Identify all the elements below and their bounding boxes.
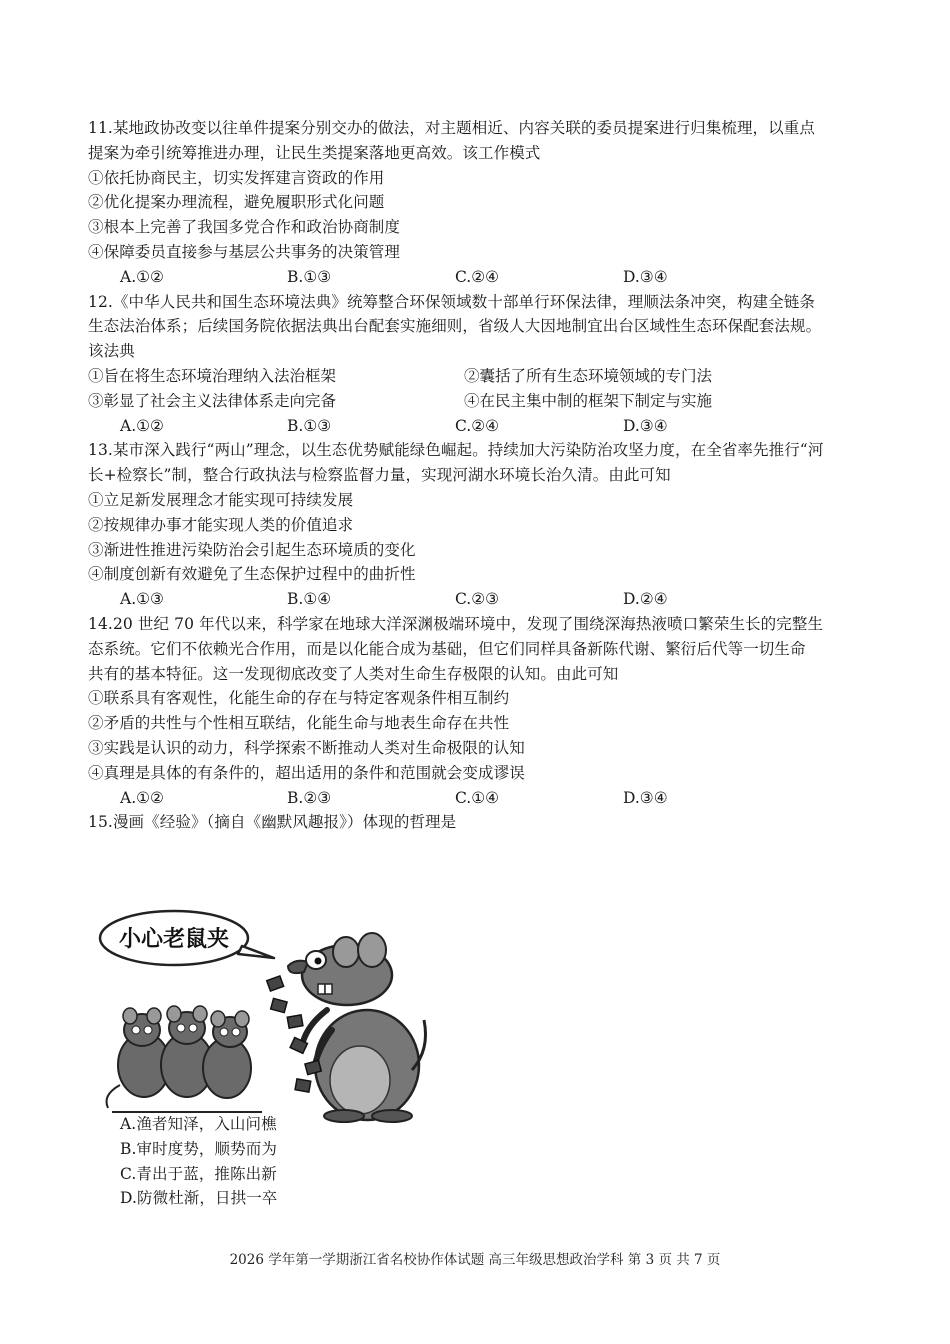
q14-option-2: ②矛盾的共性与个性相互联结，化能生命与地表生命存在共性 xyxy=(88,714,510,733)
q13-option-3: ③渐进性推进污染防治会引起生态环境质的变化 xyxy=(88,540,416,559)
q12-choice-b: B.①③ xyxy=(287,416,332,435)
q13-stem-line1: 13.某市深入践行“两山”理念，以生态优势赋能绿色崛起。持续加大污染防治攻坚力度，在全省率先推行“河 xyxy=(88,441,824,460)
q13-choice-d: D.②④ xyxy=(623,590,668,609)
q12-options-row2 xyxy=(88,389,870,414)
q15-choices xyxy=(120,1112,277,1211)
q12-stem-line1: 12.《中华人民共和国生态环境法典》统筹整合环保领域数十部单行环保法律，理顺法条冲突，构建全链条 xyxy=(88,292,815,311)
q12-option-1: ①旨在将生态环境治理纳入法治框架 xyxy=(88,366,337,385)
small-rat-3 xyxy=(203,1011,251,1098)
q14-option-1: ①联系具有客观性，化能生命的存在与特定客观条件相互制约 xyxy=(88,689,510,708)
q11-choice-d: D.③④ xyxy=(623,267,668,286)
q14-choice-d: D.③④ xyxy=(623,788,668,807)
q13-choices xyxy=(88,587,870,612)
q14-stem-line1: 14.20 世纪 70 年代以来，科学家在地球大洋深渊极端环境中，发现了围绕深海热液喷口繁荣生长的完整生 xyxy=(88,614,824,633)
q12-choice-c: C.②④ xyxy=(455,416,500,435)
q12-stem-line3: 该法典 xyxy=(88,342,135,361)
q11-choice-a: A.①② xyxy=(120,267,164,286)
q12-option-3: ③彰显了社会主义法律体系走向完备 xyxy=(88,391,337,410)
small-rat-2 xyxy=(161,1006,213,1097)
q12-choice-d: D.③④ xyxy=(623,416,668,435)
q13-stem-line2: 长+检察长”制，整合行政执法与检察监督力量，实现河湖水环境长治久清。由此可知 xyxy=(88,466,671,485)
q13-choice-b: B.①④ xyxy=(287,590,332,609)
small-rat-1 xyxy=(107,1008,171,1108)
q14-option-3: ③实践是认识的动力，科学探索不断推动人类对生命极限的认知 xyxy=(88,738,525,757)
q15-choice-c: C.青出于蓝，推陈出新 xyxy=(120,1164,277,1183)
cartoon-rats-illustration xyxy=(92,880,432,1125)
q12-stem-line2: 生态法治体系；后续国务院依据法典出台配套实施细则，省级人大因地制宜出台区域性生态环保配套法规。 xyxy=(88,317,822,336)
q11-choice-c: C.②④ xyxy=(455,267,500,286)
q14-choice-b: B.②③ xyxy=(287,788,332,807)
speech-bubble-text: 小心老鼠夹 xyxy=(118,927,230,952)
page-footer: 2026 学年第一学期浙江省名校协作体试题 高三年级思想政治学科 第 3 页 共 7 页 xyxy=(229,1252,721,1268)
q13-choice-a: A.①③ xyxy=(120,590,164,609)
q13-option-4: ④制度创新有效避免了生态保护过程中的曲折性 xyxy=(88,565,416,584)
q12-option-2: ②囊括了所有生态环境领域的专门法 xyxy=(464,366,713,385)
q11-option-1: ①依托协商民主，切实发挥建言资政的作用 xyxy=(88,168,385,187)
q14-choices xyxy=(88,786,870,811)
q15-choice-a: A.渔者知泽，入山问樵 xyxy=(120,1115,277,1133)
question-list xyxy=(88,116,870,835)
q11-option-2: ②优化提案办理流程，避免履职形式化问题 xyxy=(88,193,385,212)
q13-option-2: ②按规律办事才能实现人类的价值追求 xyxy=(88,515,354,534)
q12-options-row1 xyxy=(88,364,870,389)
big-rat xyxy=(288,933,426,1122)
q11-stem-line1: 11.某地政协改变以往单件提案分别交办的做法，对主题相近、内容关联的委员提案进行归集梳理，以重点 xyxy=(88,119,815,137)
q12-choices xyxy=(88,414,870,439)
q14-choice-a: A.①② xyxy=(120,788,164,807)
q15-choice-d: D.防微杜渐，日拱一卒 xyxy=(120,1189,278,1208)
q11-option-4: ④保障委员直接参与基层公共事务的决策管理 xyxy=(88,242,401,261)
q13-choice-c: C.②③ xyxy=(455,590,500,609)
q14-stem-line3: 共有的基本特征。这一发现彻底改变了人类对生命生存极限的认知。由此可知 xyxy=(88,664,619,683)
q15-stem: 15.漫画《经验》（摘自《幽默风趣报》）体现的哲理是 xyxy=(88,813,457,832)
q14-option-4: ④真理是具体的有条件的，超出适用的条件和范围就会变成谬误 xyxy=(88,763,525,782)
q11-stem-line2: 提案为牵引统筹推进办理，让民生类提案落地更高效。该工作模式 xyxy=(88,143,541,162)
q11-choices xyxy=(88,265,870,290)
q11-choice-b: B.①③ xyxy=(287,267,332,286)
q12-option-4: ④在民主集中制的框架下制定与实施 xyxy=(464,391,713,410)
q11-option-3: ③根本上完善了我国多党合作和政治协商制度 xyxy=(88,218,401,237)
speech-bubble-tail xyxy=(238,946,274,958)
q15-choice-b: B.审时度势，顺势而为 xyxy=(120,1139,277,1158)
q14-choice-c: C.①④ xyxy=(455,788,500,807)
q13-option-1: ①立足新发展理念才能实现可持续发展 xyxy=(88,490,354,509)
q14-stem-line2: 态系统。它们不依赖光合作用，而是以化能合成为基础，但它们同样具备新陈代谢、繁衍后代等一切生命 xyxy=(88,639,806,658)
q12-choice-a: A.①② xyxy=(120,416,164,435)
